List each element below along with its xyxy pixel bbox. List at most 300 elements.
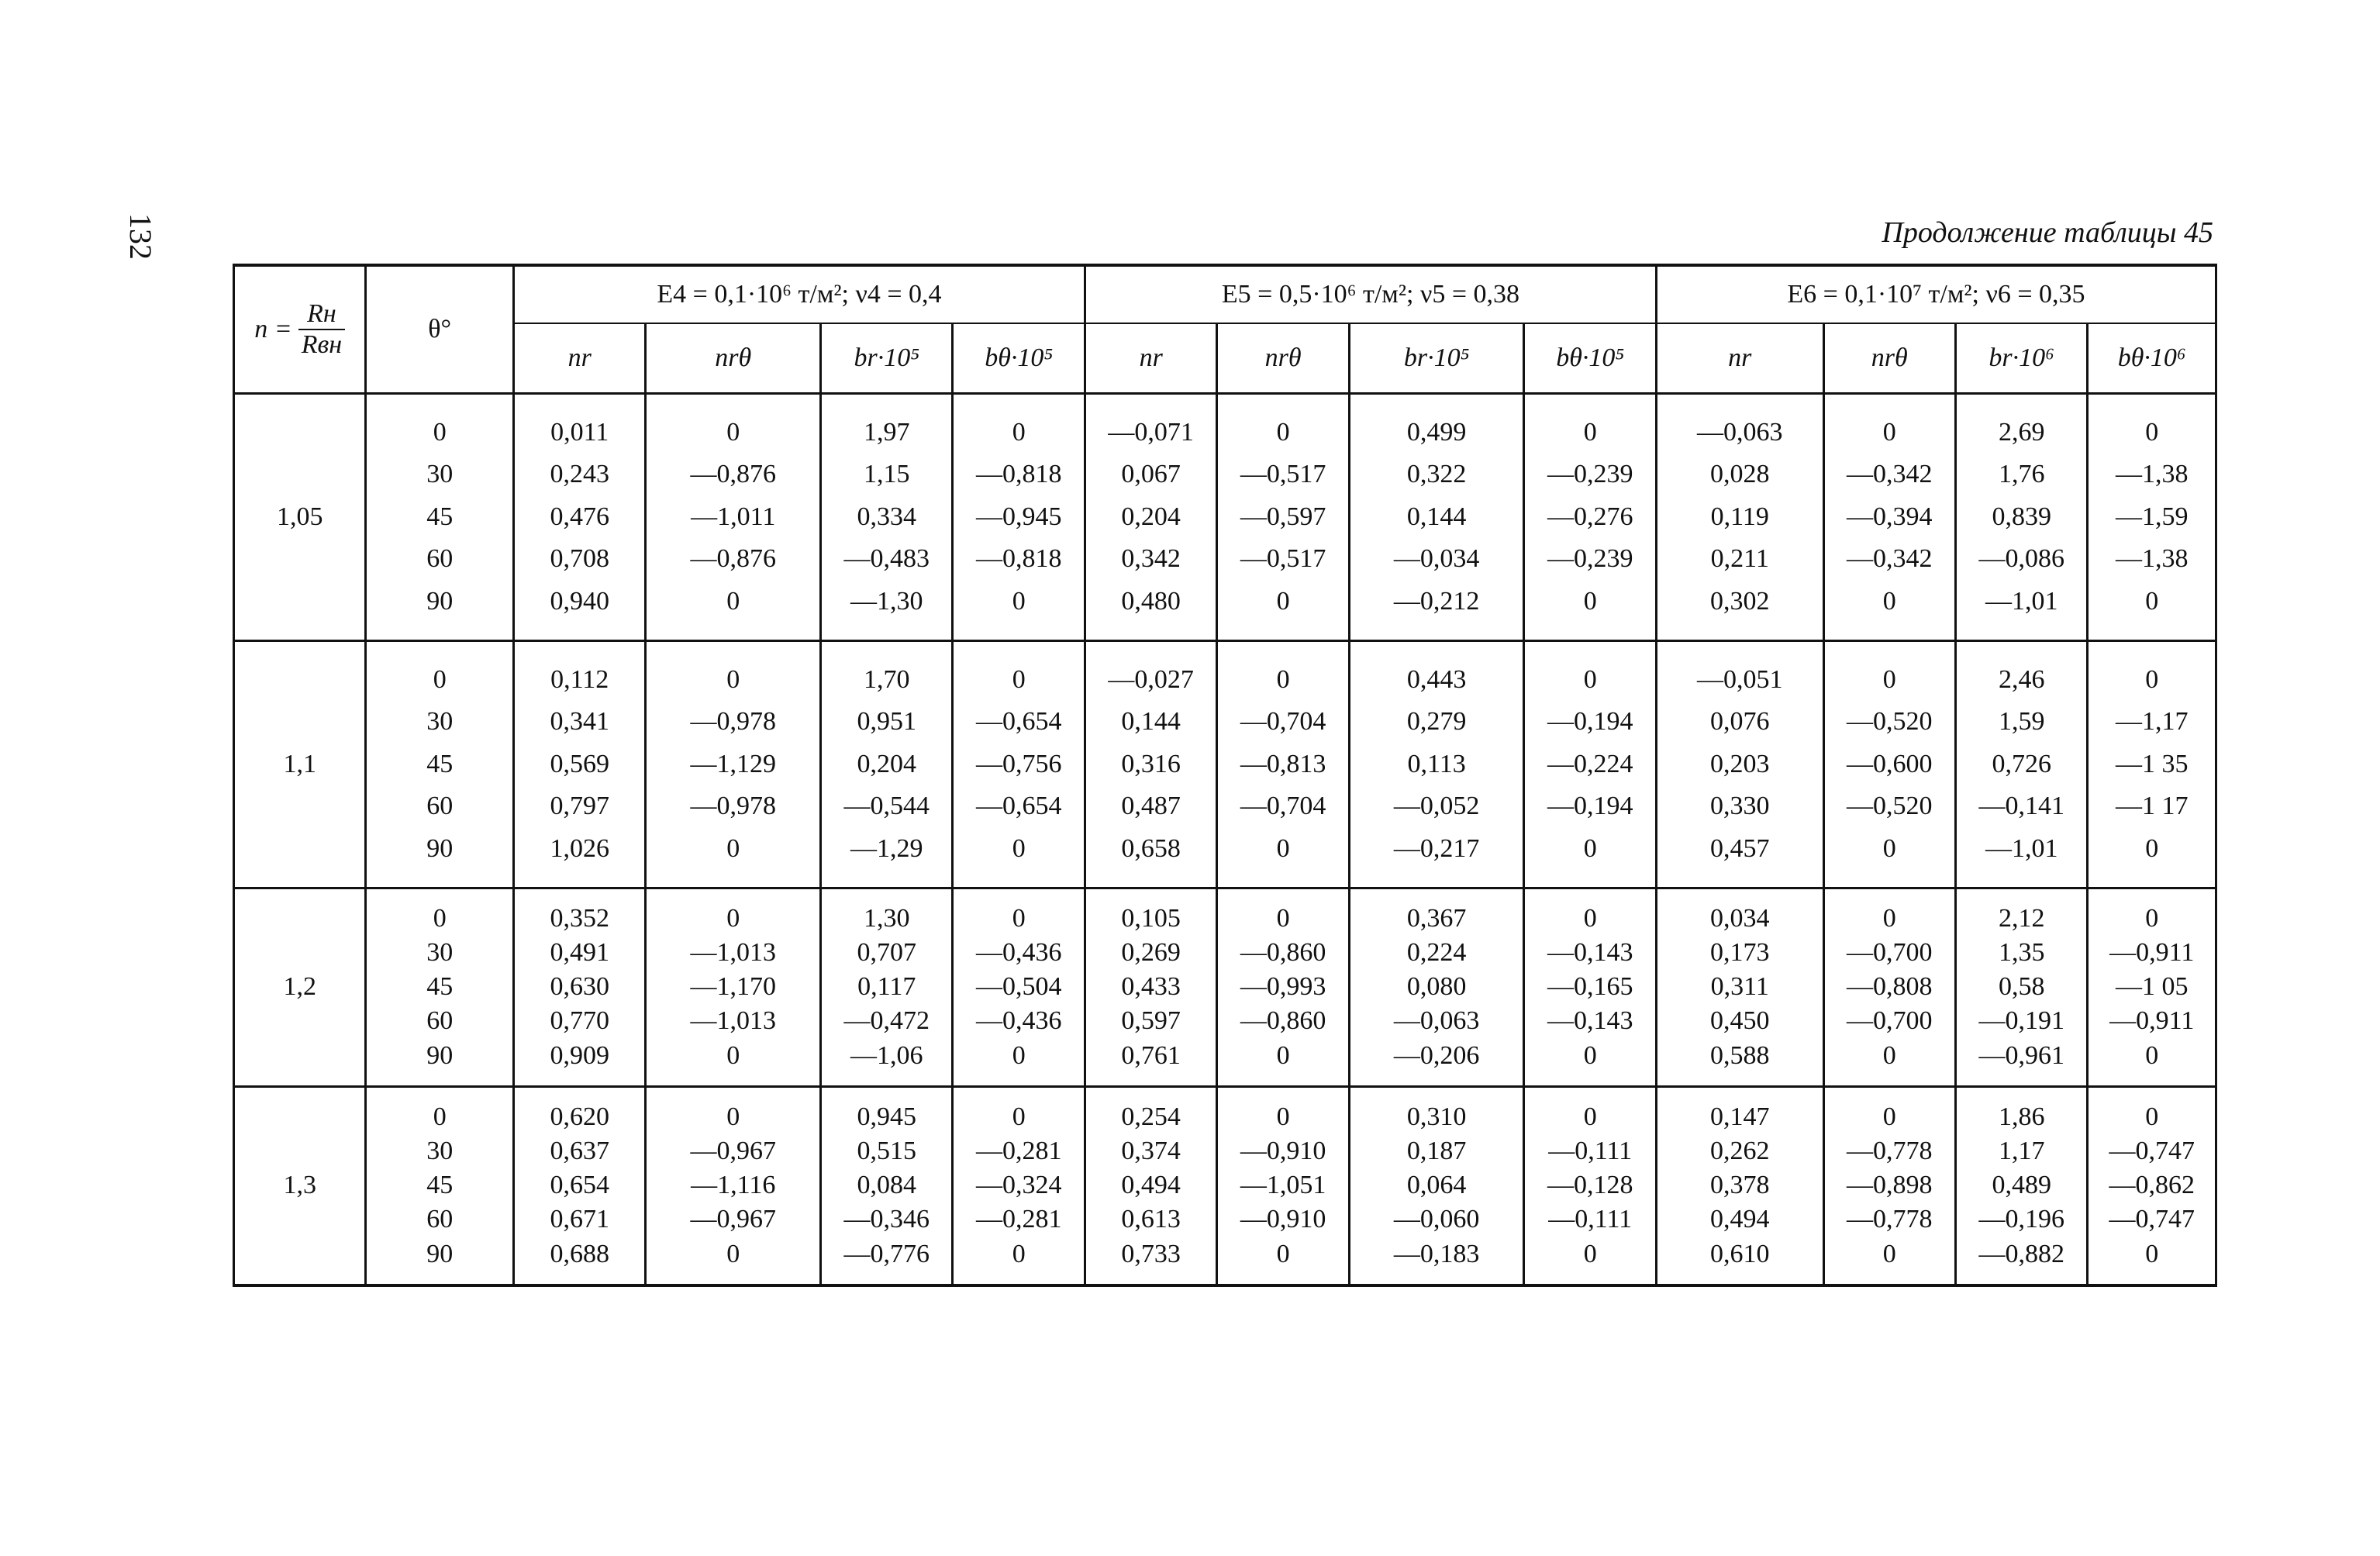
table-caption: Продолжение таблицы 45 [1882,216,2213,249]
cell-value: —0,862 [2109,1171,2195,1200]
cell-value: 45 [426,749,454,778]
cell-value: —0,052 [1393,792,1480,821]
cell-value: —0,183 [1393,1239,1480,1268]
cell-value: 0,316 [1121,749,1181,778]
cell-value: 0,658 [1121,833,1181,863]
cell-value: 0 [1882,1040,1896,1070]
column-values-9 [1656,640,1823,888]
cell-value: 0 [2145,1239,2159,1268]
cell-value: 0 [433,1102,447,1131]
n-header [234,265,366,394]
table-row [234,1086,2216,1285]
cell-value: 0 [1583,664,1597,694]
n-value: 1,2 [234,888,366,1086]
cell-value: 0 [1276,1239,1290,1268]
cell-value: 0,940 [550,586,609,616]
cell-value: —0,544 [843,792,930,821]
cell-value: —0,224 [1547,749,1633,778]
cell-value: —0,654 [975,792,1062,821]
cell-value: 0,279 [1406,707,1467,737]
cell-value: 0 [1583,1239,1597,1268]
cell-value: 0,494 [1709,1205,1770,1234]
cell-value: —0,747 [2109,1137,2195,1166]
cell-value: —0,165 [1547,972,1633,1002]
cell-value: —0,654 [975,707,1062,737]
column-values-8 [1524,888,1656,1086]
column-values-2 [646,888,821,1086]
cell-value: —0,818 [975,460,1062,489]
cell-value: 0 [2145,418,2159,447]
cell-value: —0,143 [1547,1006,1633,1036]
sub-header-g1-c4: bθ·10⁵ [953,323,1085,394]
sub-header-g1-c1: nr [513,323,645,394]
cell-value: 1,70 [864,664,910,694]
cell-value: 0 [1583,418,1597,447]
cell-value: 0,204 [857,749,916,778]
cell-value: 0,310 [1406,1102,1467,1131]
cell-value: 0 [726,903,740,933]
table-container [233,264,2217,1287]
cell-value: —0,194 [1547,707,1633,737]
cell-value: 1,30 [864,903,910,933]
cell-value: —0,342 [1846,460,1933,489]
cell-value: 0 [1583,833,1597,863]
cell-value: —1,06 [850,1040,923,1070]
sub-header-g2-c1: nr [1085,323,1216,394]
column-values-10 [1823,1086,1955,1285]
cell-value: 60 [426,1205,454,1234]
cell-value: 0,499 [1406,418,1467,447]
cell-value: 0,262 [1709,1137,1770,1166]
cell-value: 0,569 [550,749,609,778]
cell-value: —0,239 [1547,460,1633,489]
sub-header-g2-c4: bθ·10⁵ [1524,323,1656,394]
cell-value: —0,876 [690,544,776,574]
cell-value: —0,911 [2109,938,2195,968]
cell-value: 0,654 [550,1171,609,1200]
cell-value: 0,378 [1709,1171,1770,1200]
column-values-4 [953,640,1085,888]
cell-value: 0,211 [1710,544,1769,574]
cell-value: —0,206 [1393,1040,1480,1070]
cell-value: 0,144 [1406,502,1467,531]
cell-value: 0,224 [1406,938,1467,968]
column-values-2 [646,1086,821,1285]
cell-value: 0 [1882,664,1896,694]
cell-value: —0,600 [1846,749,1933,778]
column-values-1 [513,1086,645,1285]
cell-value: 0 [726,1239,740,1268]
n-value: 1,1 [234,640,366,888]
cell-value: 0,204 [1121,502,1181,531]
cell-value: —1,013 [690,1006,776,1036]
cell-value: 0,909 [550,1040,609,1070]
cell-value: 0,105 [1121,903,1181,933]
cell-value: 0 [1276,418,1290,447]
column-values-5 [1085,394,1216,641]
cell-value: —1,01 [1985,586,2058,616]
cell-value: —0,910 [1240,1205,1326,1234]
table-block-n-1 [234,394,2216,641]
cell-value: —1,38 [2115,544,2189,574]
cell-value: 1,17 [1998,1137,2045,1166]
cell-value: —0,898 [1846,1171,1933,1200]
column-values-4 [953,394,1085,641]
table-row [234,888,2216,1086]
cell-value: 0,254 [1121,1102,1181,1131]
cell-value: —0,597 [1240,502,1326,531]
cell-value: 0 [1882,586,1896,616]
cell-value: 0,243 [550,460,609,489]
column-values-3 [821,394,953,641]
cell-value: 0,374 [1121,1137,1181,1166]
cell-value: —0,143 [1547,938,1633,968]
cell-value: 0 [1882,1102,1896,1131]
cell-value: —0,520 [1846,792,1933,821]
cell-value: 0,034 [1709,903,1770,933]
cell-value: 45 [426,502,454,531]
cell-value: 90 [426,833,454,863]
cell-value: 0,443 [1406,664,1467,694]
cell-value: 0 [1012,903,1026,933]
cell-value: 0 [433,903,447,933]
table-block-n-2 [234,640,2216,888]
n-numerator: Rн [298,299,345,330]
column-values-11 [1955,888,2087,1086]
cell-value: —1,116 [691,1171,776,1200]
cell-value: 0 [1882,833,1896,863]
cell-value: —1,30 [850,586,923,616]
column-values-1 [513,888,645,1086]
cell-value: —0,141 [1978,792,2064,821]
cell-value: —0,063 [1393,1006,1480,1036]
cell-value: —0,704 [1240,707,1326,737]
theta-header: θ° [366,265,514,394]
cell-value: 0,770 [550,1006,609,1036]
cell-value: 0,322 [1406,460,1467,489]
group-header-2: E5 = 0,5·10⁶ т/м²; ν5 = 0,38 [1085,265,1656,323]
column-values-8 [1524,640,1656,888]
cell-value: 0,080 [1406,972,1467,1002]
cell-value: 0 [1583,903,1597,933]
cell-value: 0,302 [1709,586,1770,616]
cell-value: —1 17 [2115,792,2189,821]
column-values-4 [953,888,1085,1086]
cell-value: 0,610 [1709,1239,1770,1268]
sub-header-g3-c4: bθ·10⁶ [2088,323,2216,394]
cell-value: —0,517 [1240,460,1326,489]
n-symbol: n = [254,315,292,343]
cell-value: —0,747 [2109,1205,2195,1234]
cell-value: 0 [1012,1102,1026,1131]
cell-value: 0,489 [1992,1171,2051,1200]
column-values-2 [646,394,821,641]
column-values-1 [513,394,645,641]
cell-value: 0,203 [1709,749,1770,778]
cell-value: 90 [426,1040,454,1070]
column-values-11 [1955,394,2087,641]
cell-value: —1 35 [2115,749,2189,778]
cell-value: —1,011 [691,502,776,531]
cell-value: —1 05 [2115,972,2189,1002]
cell-value: —0,324 [975,1171,1062,1200]
cell-value: 30 [426,460,454,489]
cell-value: —0,945 [975,502,1062,531]
n-denominator: Rвн [301,330,343,359]
cell-value: 0 [1012,1239,1026,1268]
cell-value: 1,15 [864,460,910,489]
cell-value: 0 [1276,664,1290,694]
cell-value: 1,97 [864,418,910,447]
cell-value: 0 [726,833,740,863]
cell-value: 0,064 [1406,1171,1467,1200]
sub-header-g3-c3: br·10⁶ [1955,323,2087,394]
column-values-9 [1656,888,1823,1086]
cell-value: 0 [1012,418,1026,447]
cell-value: 0 [1012,664,1026,694]
theta-values [366,888,514,1086]
cell-value: —0,239 [1547,544,1633,574]
sub-header-g1-c2: nrθ [646,323,821,394]
cell-value: 90 [426,586,454,616]
cell-value: 0,487 [1121,792,1181,821]
cell-value: 0,367 [1406,903,1467,933]
cell-value: —0,281 [975,1137,1062,1166]
cell-value: —0,051 [1696,664,1783,694]
cell-value: 0,726 [1992,749,2051,778]
cell-value: —0,967 [690,1137,776,1166]
theta-values [366,394,514,641]
cell-value: —1,59 [2115,502,2189,531]
cell-value: 0,144 [1121,707,1181,737]
cell-value: 2,12 [1998,903,2045,933]
table-row [234,640,2216,888]
cell-value: —0,394 [1846,502,1933,531]
cell-value: 0,839 [1992,502,2051,531]
cell-value: —0,111 [1548,1205,1633,1234]
column-values-3 [821,1086,953,1285]
cell-value: —0,756 [975,749,1062,778]
cell-value: 0 [1882,1239,1896,1268]
cell-value: 0 [1012,1040,1026,1070]
column-values-7 [1349,888,1524,1086]
cell-value: —1,013 [690,938,776,968]
cell-value: 0 [2145,664,2159,694]
cell-value: —0,342 [1846,544,1933,574]
column-values-10 [1823,394,1955,641]
cell-value: —0,483 [843,544,930,574]
cell-value: 0 [726,1040,740,1070]
sub-header-g3-c2: nrθ [1823,323,1955,394]
n-value: 1,05 [234,394,366,641]
cell-value: 0 [433,664,447,694]
column-values-12 [2088,640,2216,888]
cell-value: 0,476 [550,502,609,531]
cell-value: 0,797 [550,792,609,821]
cell-value: 30 [426,938,454,968]
cell-value: —0,967 [690,1205,776,1234]
cell-value: —0,111 [1548,1137,1633,1166]
cell-value: 0,671 [550,1205,609,1234]
cell-value: 0,450 [1709,1006,1770,1036]
cell-value: —0,194 [1547,792,1633,821]
cell-value: 0,011 [550,418,609,447]
cell-value: —0,961 [1978,1040,2064,1070]
column-values-3 [821,888,953,1086]
column-values-12 [2088,1086,2216,1285]
cell-value: 0 [1276,833,1290,863]
cell-value: 0 [1276,1040,1290,1070]
cell-value: —0,860 [1240,938,1326,968]
cell-value: 60 [426,792,454,821]
cell-value: —0,778 [1846,1137,1933,1166]
cell-value: —0,436 [975,1006,1062,1036]
cell-value: —0,776 [843,1239,930,1268]
cell-value: —0,060 [1393,1205,1480,1234]
cell-value: 0,187 [1406,1137,1467,1166]
cell-value: 0 [726,586,740,616]
cell-value: 0,613 [1121,1205,1181,1234]
cell-value: —0,196 [1978,1205,2064,1234]
column-values-9 [1656,394,1823,641]
cell-value: 0,433 [1121,972,1181,1002]
cell-value: 0 [2145,586,2159,616]
cell-value: —0,520 [1846,707,1933,737]
column-values-8 [1524,1086,1656,1285]
column-values-5 [1085,640,1216,888]
cell-value: 0 [433,418,447,447]
cell-value: —1,29 [850,833,923,863]
cell-value: 0,688 [550,1239,609,1268]
cell-value: 0 [726,418,740,447]
cell-value: —0,217 [1393,833,1480,863]
cell-value: 2,69 [1998,418,2045,447]
cell-value: —0,346 [843,1205,930,1234]
column-values-5 [1085,888,1216,1086]
cell-value: 1,026 [550,833,609,863]
cell-value: —0,063 [1696,418,1783,447]
cell-value: —0,436 [975,938,1062,968]
cell-value: —0,276 [1547,502,1633,531]
cell-value: 0,084 [857,1171,916,1200]
column-values-9 [1656,1086,1823,1285]
cell-value: 0,119 [1710,502,1769,531]
cell-value: —0,876 [690,460,776,489]
group-header-3: E6 = 0,1·10⁷ т/м²; ν6 = 0,35 [1656,265,2216,323]
cell-value: —0,700 [1846,938,1933,968]
column-values-7 [1349,1086,1524,1285]
cell-value: —0,071 [1108,418,1194,447]
cell-value: 1,59 [1998,707,2045,737]
cell-value: 0,733 [1121,1239,1181,1268]
sub-header-g1-c3: br·10⁵ [821,323,953,394]
cell-value: —1,170 [690,972,776,1002]
cell-value: —0,212 [1393,586,1480,616]
cell-value: —0,128 [1547,1171,1633,1200]
cell-value: 0,515 [857,1137,916,1166]
cell-value: 0,311 [1710,972,1769,1002]
cell-value: 1,86 [1998,1102,2045,1131]
cell-value: 0,951 [857,707,916,737]
theta-values [366,640,514,888]
cell-value: 0 [1276,1102,1290,1131]
cell-value: 0 [1276,903,1290,933]
cell-value: 0 [1276,586,1290,616]
cell-value: 0 [1882,903,1896,933]
cell-value: —0,281 [975,1205,1062,1234]
sub-header-g2-c3: br·10⁵ [1349,323,1524,394]
cell-value: —0,704 [1240,792,1326,821]
cell-value: 0,480 [1121,586,1181,616]
column-values-11 [1955,640,2087,888]
cell-value: —1,051 [1240,1171,1326,1200]
cell-value: —0,978 [690,792,776,821]
column-values-6 [1217,394,1349,641]
cell-value: 0 [1012,586,1026,616]
cell-value: 0,028 [1709,460,1770,489]
cell-value: 0,494 [1121,1171,1181,1200]
cell-value: —0,472 [843,1006,930,1036]
column-values-1 [513,640,645,888]
cell-value: —0,086 [1978,544,2064,574]
cell-value: —0,034 [1393,544,1480,574]
cell-value: 0 [1583,1040,1597,1070]
cell-value: 0,58 [1998,972,2045,1002]
cell-value: —1,38 [2115,460,2189,489]
cell-value: —0,778 [1846,1205,1933,1234]
cell-value: 0,457 [1709,833,1770,863]
column-values-6 [1217,1086,1349,1285]
cell-value: 0,708 [550,544,609,574]
cell-value: 0 [1012,833,1026,863]
column-values-7 [1349,640,1524,888]
cell-value: 0,597 [1121,1006,1181,1036]
sub-header-g2-c2: nrθ [1217,323,1349,394]
column-values-7 [1349,394,1524,641]
cell-value: 0,341 [550,707,609,737]
cell-value: —0,910 [1240,1137,1326,1166]
cell-value: 2,46 [1998,664,2045,694]
cell-value: 0,945 [857,1102,916,1131]
column-values-6 [1217,888,1349,1086]
cell-value: —0,818 [975,544,1062,574]
cell-value: 0,076 [1709,707,1770,737]
cell-value: —0,860 [1240,1006,1326,1036]
cell-value: 0,147 [1709,1102,1770,1131]
cell-value: —0,504 [975,972,1062,1002]
cell-value: —0,882 [1978,1239,2064,1268]
column-values-6 [1217,640,1349,888]
column-values-10 [1823,888,1955,1086]
data-table [233,264,2217,1287]
cell-value: —0,978 [690,707,776,737]
cell-value: 0,334 [857,502,916,531]
cell-value: 0,630 [550,972,609,1002]
cell-value: 0,761 [1121,1040,1181,1070]
cell-value: 45 [426,972,454,1002]
cell-value: 30 [426,707,454,737]
column-values-2 [646,640,821,888]
cell-value: 0,113 [1407,749,1466,778]
cell-value: 0,620 [550,1102,609,1131]
column-values-5 [1085,1086,1216,1285]
cell-value: —1,129 [690,749,776,778]
cell-value: —0,191 [1978,1006,2064,1036]
table-block-n-3 [234,888,2216,1086]
cell-value: 0,342 [1121,544,1181,574]
column-values-3 [821,640,953,888]
cell-value: —0,813 [1240,749,1326,778]
